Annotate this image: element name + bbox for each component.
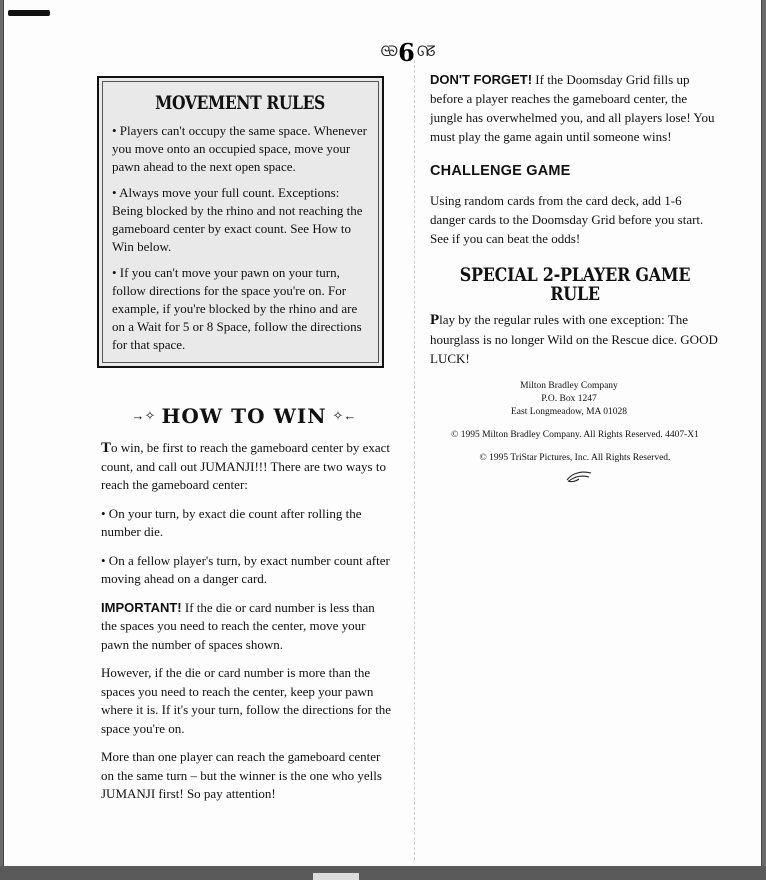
right-arrow-ornament-icon: ✧←: [332, 408, 357, 423]
intro-text: o win, be first to reach the gameboard center by exact count, and call out JUMANJI!!! There are two ways to reach the gameboard center:: [101, 440, 391, 492]
right-column: [430, 70, 720, 465]
however-paragraph: However, if the die or card number is more than the spaces you need to reach the center, keep your pawn where it is. If it's your turn, follow the directions for the space you're on.: [101, 665, 392, 736]
scan-corner-mark: [8, 10, 50, 16]
dont-forget-paragraph: [430, 70, 720, 146]
how-to-win-title: HOW TO WIN: [161, 404, 327, 428]
important-text: If the die or card number is less than the spaces you need to reach the center, move your pawn the number of spaces shown.: [101, 599, 375, 652]
movement-rule-item: • If you can't move your pawn on your turn, follow directions for the space you're on. For example, if you're blocked by the rhino and are on a Wait for 5 or 8 Space, follow the directions for that space.: [112, 265, 362, 352]
manual-page: [4, 0, 761, 866]
challenge-game-text: Using random cards from the card deck, add 1-6 danger cards to the Doomsday Grid before you start. See if you can beat the odds!: [430, 193, 704, 246]
win-bullet-1: • On your turn, by exact die count after rolling the number die.: [101, 505, 362, 539]
how-to-win-intro: [101, 439, 393, 495]
page-number: 6: [398, 38, 415, 67]
company-name: Milton Bradley Company: [520, 381, 618, 391]
two-player-rule-text: [430, 310, 720, 368]
two-player-first-letter: P: [430, 312, 440, 328]
movement-rules-title: MOVEMENT RULES: [155, 92, 325, 114]
two-player-text: lay by the regular rules with one exception: The hourglass is no longer Wild on the Rescue dice. GOOD LUCK!: [430, 312, 718, 366]
page-number-header: [360, 40, 454, 66]
viewer-scroll-tab[interactable]: [313, 873, 359, 880]
important-label: IMPORTANT!: [101, 599, 182, 615]
company-po-box: P.O. Box 1247: [541, 394, 597, 404]
viewer-bottom-bar: [0, 866, 766, 880]
intro-first-letter: T: [101, 440, 112, 456]
end-flourish-icon: [565, 469, 593, 483]
copyright-milton-bradley: © 1995 Milton Bradley Company. All Rights Reserved. 4407-X1: [451, 430, 699, 440]
how-to-win-heading: [104, 403, 384, 429]
column-divider: [414, 60, 415, 860]
important-paragraph: [101, 599, 393, 655]
challenge-game-title: CHALLENGE GAME: [430, 163, 571, 179]
right-flourish-icon: ᘏᘔ: [416, 45, 434, 60]
more-than-one-paragraph: More than one player can reach the gameboard center on the same turn – but the winner is the one who yells JUMANJI first! So pay attention!: [101, 749, 382, 801]
how-to-win-section: [101, 439, 393, 814]
win-bullet-2: • On a fellow player's turn, by exact number count after moving ahead on a danger card.: [101, 552, 390, 586]
company-city: East Longmeadow, MA 01028: [510, 407, 627, 417]
movement-rule-item: • Always move your full count. Exceptions: Being blocked by the rhino and not reaching the gameboard center by exact count. See How to Win below.: [112, 185, 363, 254]
copyright-tristar: © 1995 TriStar Pictures, Inc. All Rights Reserved.: [479, 453, 671, 463]
movement-rules-box: [97, 76, 384, 368]
left-arrow-ornament-icon: →✧: [131, 408, 156, 423]
two-player-rule-title: SPECIAL 2-PLAYER GAME RULE: [459, 264, 691, 305]
company-address: [430, 380, 720, 419]
dont-forget-label: DON'T FORGET!: [430, 72, 533, 87]
movement-rule-item: • Players can't occupy the same space. Whenever you move onto an occupied space, move your pawn ahead to the next open space.: [112, 123, 367, 174]
left-flourish-icon: ᘓᘐ: [380, 45, 397, 60]
dont-forget-text: If the Doomsday Grid fills up before a player reaches the gameboard center, the jungle has overwhelmed you, and all players lose! You must play the game again until someone wins!: [430, 72, 715, 144]
